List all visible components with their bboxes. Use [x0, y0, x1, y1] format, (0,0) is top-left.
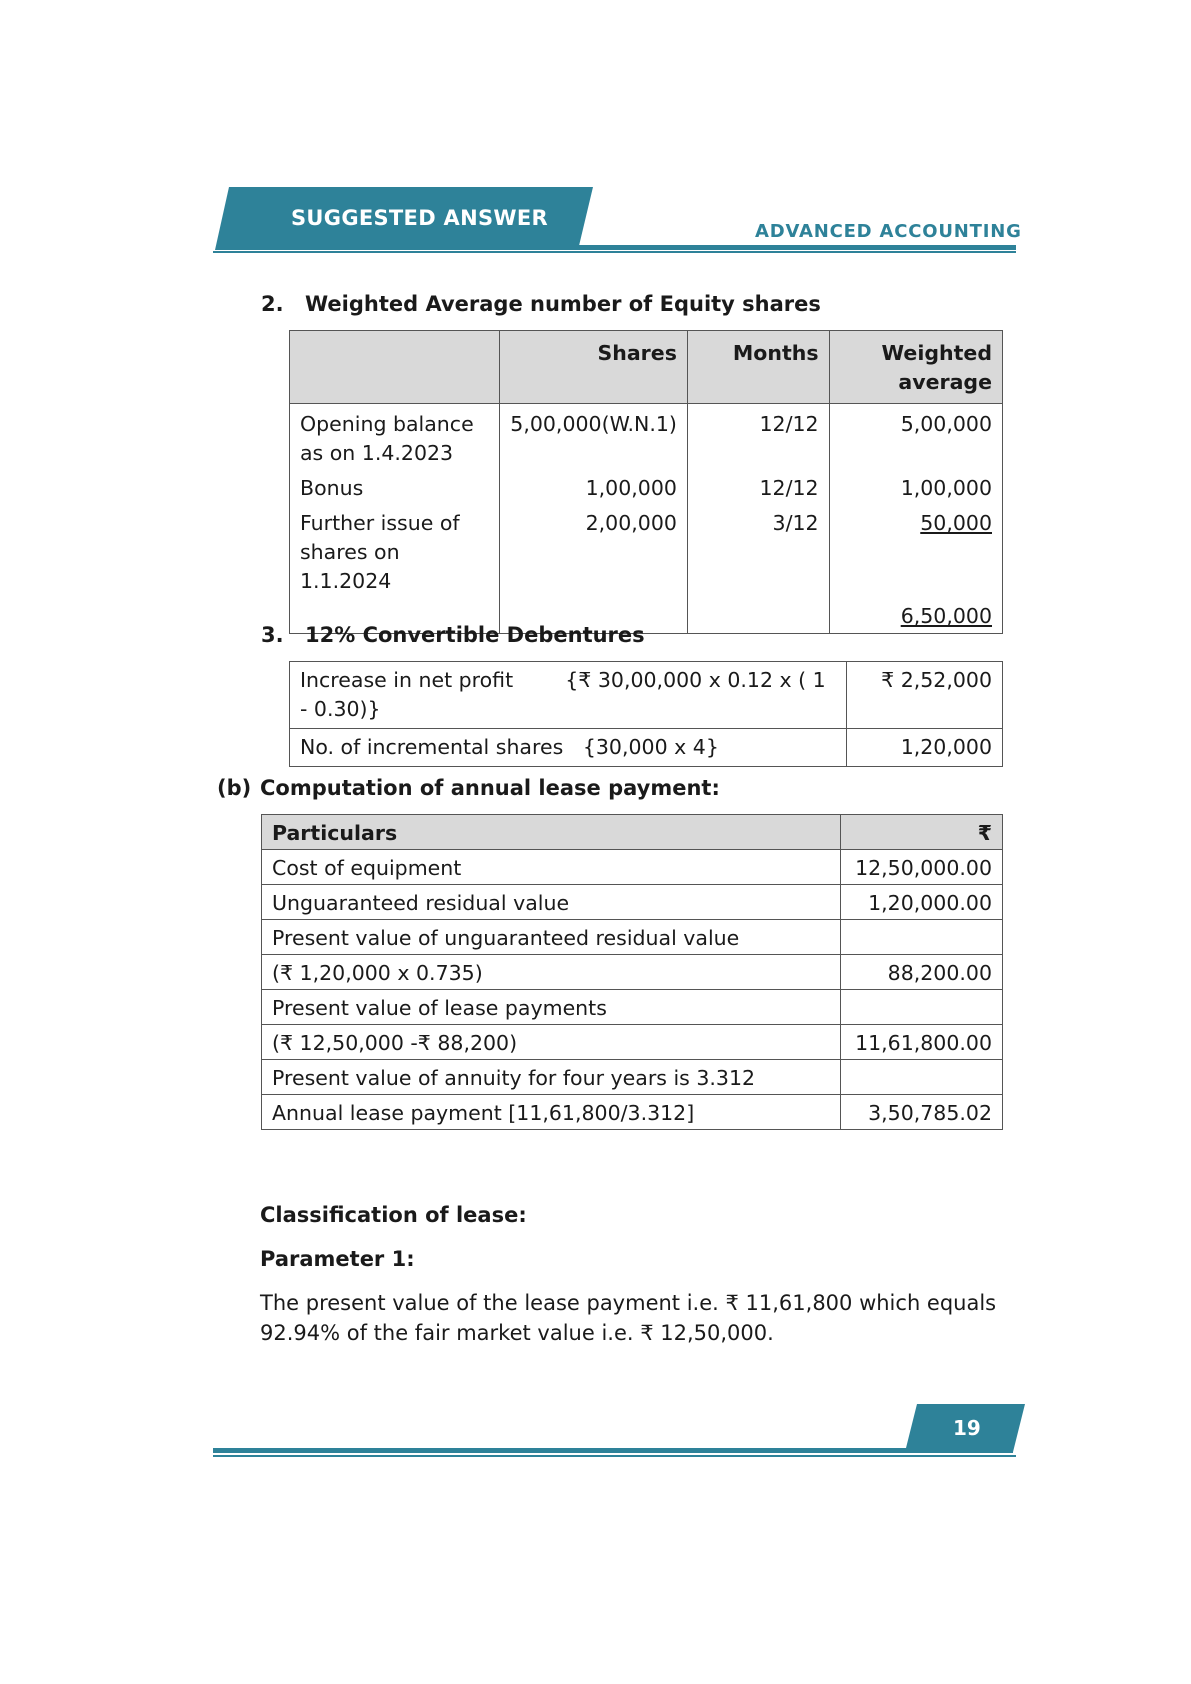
row-weighted: 50,000: [920, 511, 992, 535]
table-row: [262, 920, 1003, 955]
row-label: Increase in net profit: [300, 668, 514, 692]
parameter-heading: Parameter 1:: [260, 1247, 415, 1271]
table-row: [262, 1095, 1003, 1130]
row-label: Present value of unguaranteed residual value: [262, 920, 841, 955]
row-value: 1,20,000.00: [841, 885, 1003, 920]
convertible-debentures-table: [289, 661, 1003, 767]
page-number: 19: [953, 1416, 981, 1440]
table-row: [262, 955, 1003, 990]
row-value: 12,50,000.00: [841, 850, 1003, 885]
table-header-row: [290, 331, 1003, 404]
row-value: 1,20,000: [847, 729, 1003, 767]
row-shares: 2,00,000: [500, 506, 688, 599]
row-label: Bonus: [290, 471, 500, 506]
header-rule: [578, 245, 1016, 250]
row-label: Present value of annuity for four years is 3.312: [262, 1060, 841, 1095]
currency-header: ₹: [841, 815, 1003, 850]
row-shares: 1,00,000: [500, 471, 688, 506]
classification-heading: Classification of lease:: [260, 1203, 527, 1227]
row-value: [841, 990, 1003, 1025]
row-label: Cost of equipment: [262, 850, 841, 885]
row-value: [841, 920, 1003, 955]
table-row: [290, 471, 1003, 506]
row-calculation: {₹ 30,00,000 x 0.12 x ( 1 - 0.30)}: [300, 668, 826, 721]
header-rule-thin: [213, 251, 1016, 253]
row-label: Annual lease payment [11,61,800/3.312]: [262, 1095, 841, 1130]
column-header: Shares: [500, 331, 688, 404]
table-row: [262, 1025, 1003, 1060]
row-months: 12/12: [687, 471, 829, 506]
row-label: (₹ 1,20,000 x 0.735): [262, 955, 841, 990]
row-label: Opening balance as on 1.4.2023: [290, 404, 500, 472]
column-header: Weighted average: [829, 331, 1002, 404]
row-value: 3,50,785.02: [841, 1095, 1003, 1130]
table-row: [290, 506, 1003, 599]
table-row: [262, 1060, 1003, 1095]
partb-title: Computation of annual lease payment:: [260, 776, 720, 800]
row-label: Present value of lease payments: [262, 990, 841, 1025]
row-value: 88,200.00: [841, 955, 1003, 990]
table-row: [290, 404, 1003, 472]
parameter-text: The present value of the lease payment i.e. ₹ 11,61,800 which equals 92.94% of the fair market value i.e. ₹ 12,50,000.: [260, 1291, 997, 1345]
row-value: ₹ 2,52,000: [847, 662, 1003, 729]
row-value: 11,61,800.00: [841, 1025, 1003, 1060]
row-weighted: 5,00,000: [829, 404, 1002, 472]
section3-heading: [261, 623, 645, 647]
footer-rule: [213, 1448, 1013, 1453]
particulars-header: Particulars: [262, 815, 841, 850]
column-header: Months: [687, 331, 829, 404]
column-header: [290, 331, 500, 404]
section2-number: 2.: [261, 292, 284, 316]
table-row: [290, 662, 1003, 729]
weighted-average-table: [289, 330, 1003, 634]
row-label: Further issue of shares on 1.1.2024: [290, 506, 500, 599]
table-row: [262, 885, 1003, 920]
section3-number: 3.: [261, 623, 284, 647]
table-row: [262, 990, 1003, 1025]
row-months: 3/12: [687, 506, 829, 599]
header-tab-label: SUGGESTED ANSWER: [291, 206, 548, 230]
row-shares: 5,00,000(W.N.1): [500, 404, 688, 472]
footer-rule-thin: [213, 1455, 1016, 1457]
row-label: Unguaranteed residual value: [262, 885, 841, 920]
section2-heading: [261, 292, 821, 316]
table-row: [262, 850, 1003, 885]
row-calculation: {30,000 x 4}: [582, 735, 719, 759]
row-months: 12/12: [687, 404, 829, 472]
row-label: (₹ 12,50,000 -₹ 88,200): [262, 1025, 841, 1060]
header-subject: ADVANCED ACCOUNTING: [755, 221, 1022, 242]
section3-title: 12% Convertible Debentures: [305, 623, 645, 647]
weighted-total: 6,50,000: [900, 604, 992, 628]
row-value: [841, 1060, 1003, 1095]
row-weighted: 1,00,000: [829, 471, 1002, 506]
partb-heading: [217, 776, 720, 800]
lease-payment-table: [261, 814, 1003, 1130]
section2-title: Weighted Average number of Equity shares: [305, 292, 821, 316]
table-row: [290, 729, 1003, 767]
row-label: No. of incremental shares: [300, 735, 564, 759]
partb-label: (b): [217, 776, 252, 800]
table-header-row: [262, 815, 1003, 850]
